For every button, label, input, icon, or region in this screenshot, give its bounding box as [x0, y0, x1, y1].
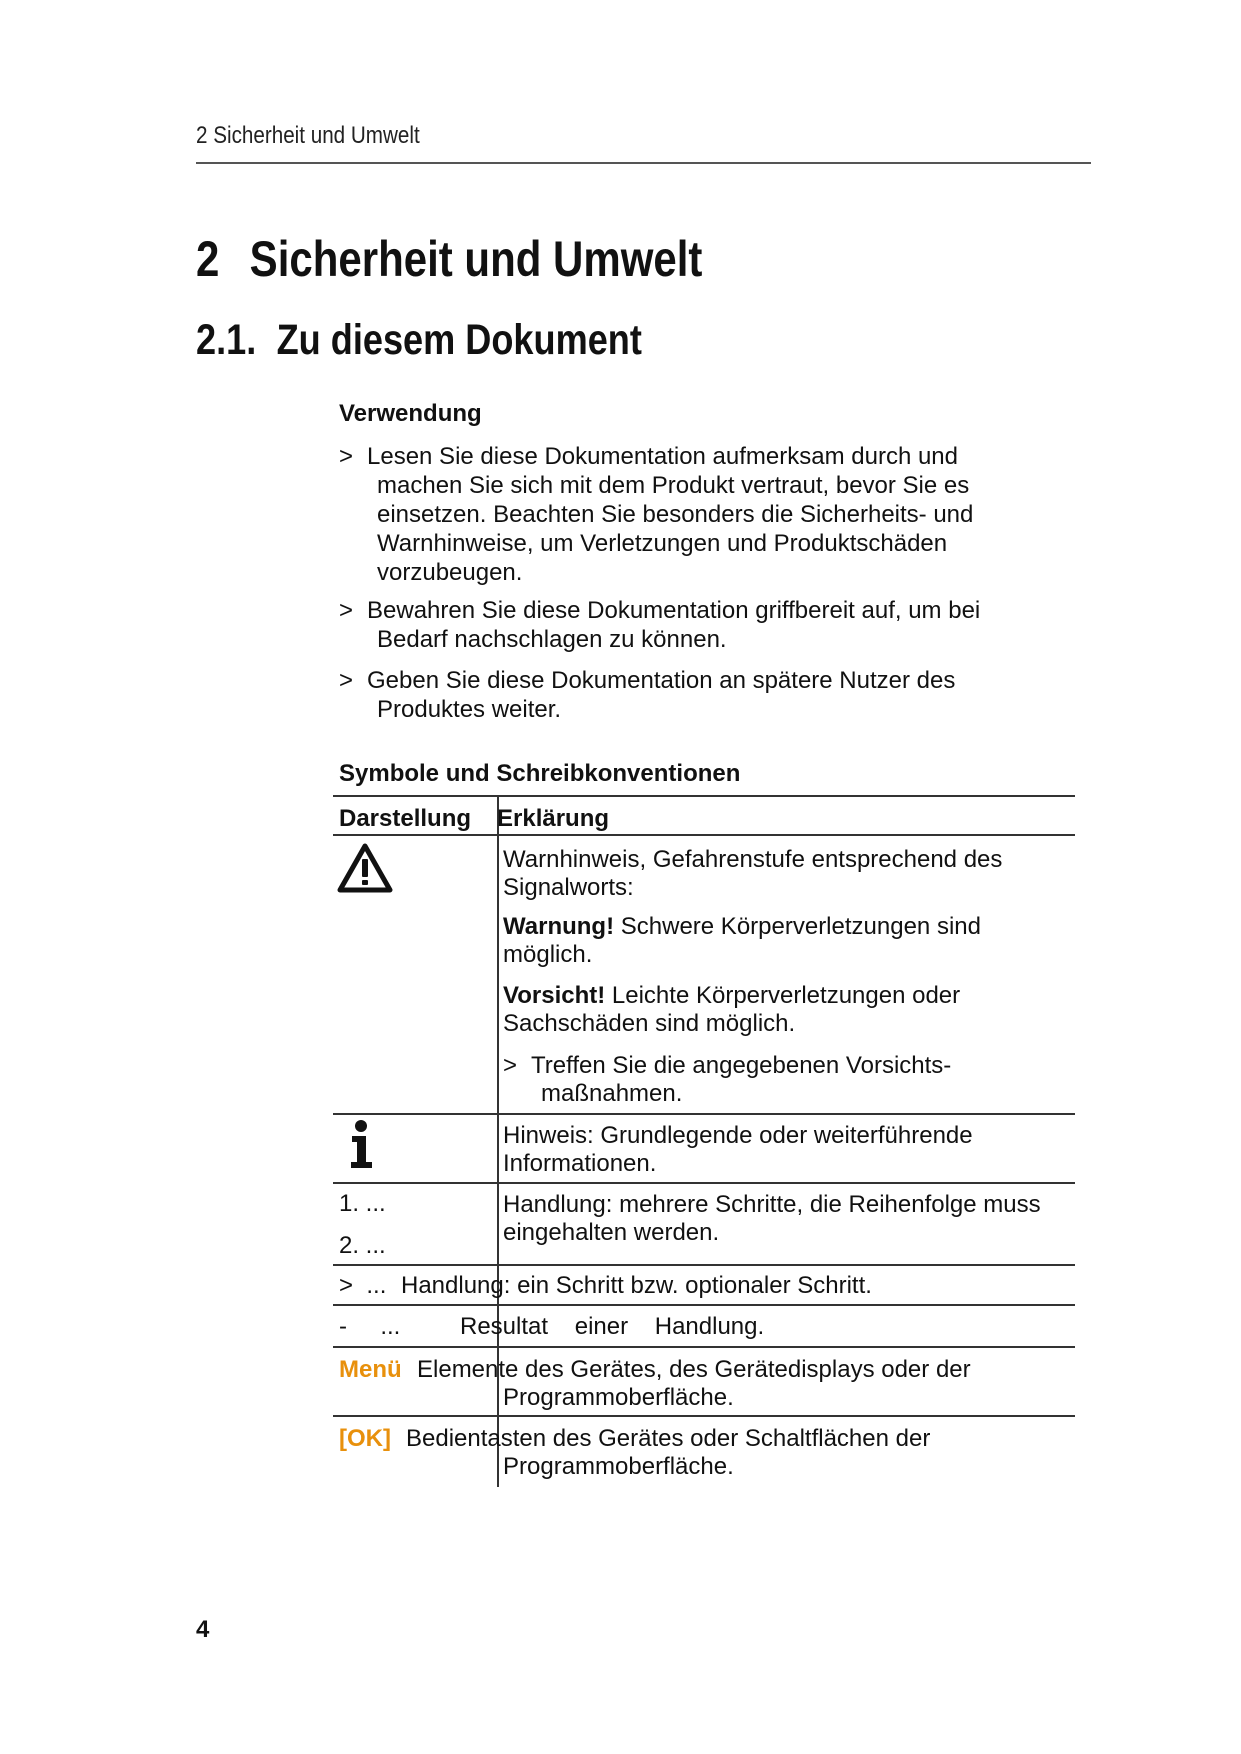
bullet-marker: >	[503, 1052, 518, 1079]
column-header-darstellung: Darstellung	[339, 805, 472, 832]
result-text: Resultat einer Handlung.	[460, 1313, 765, 1340]
column-header-erklaerung: Erklärung	[497, 805, 610, 832]
chapter-number: 2	[196, 231, 220, 287]
menu-label: Menü	[339, 1356, 402, 1383]
table-rule	[333, 1304, 1075, 1306]
ok-text	[406, 1425, 976, 1481]
table-rule	[333, 1113, 1075, 1115]
page-number: 4	[196, 1616, 210, 1643]
chapter-heading	[196, 230, 702, 288]
section-title: Zu diesem Dokument	[276, 316, 642, 364]
usage-item-text: Geben Sie diese Dokumentation an spätere Nutzer des Produktes weiter.	[367, 667, 956, 723]
single-step-text: Handlung: ein Schritt bzw. optionaler Schritt.	[401, 1272, 872, 1299]
ok-text-value: Bedientasten des Gerätes oder Schaltflächen der Programmoberfläche.	[406, 1425, 931, 1480]
usage-item	[339, 596, 1019, 654]
table-rule	[333, 1346, 1075, 1348]
symbols-heading: Symbole und Schreibkonventionen	[339, 760, 741, 787]
table-rule	[333, 1415, 1075, 1417]
warning-warnung	[503, 913, 1063, 969]
step-marker: 1. ...	[339, 1190, 386, 1217]
running-header: 2 Sicherheit und Umwelt	[196, 122, 420, 149]
info-text: Hinweis: Grundlegende oder weiterführende Informationen.	[503, 1122, 973, 1177]
single-step-marker: > ...	[339, 1272, 387, 1299]
step-marker: 2. ...	[339, 1232, 386, 1259]
result-marker: - ...	[339, 1313, 401, 1340]
warning-intro: Warnhinweis, Gefahrenstufe entsprechend des Signalworts:	[503, 846, 1003, 901]
signal-word-vorsicht: Vorsicht!	[503, 982, 606, 1009]
warning-triangle-icon	[337, 842, 393, 894]
bullet-marker: >	[339, 667, 354, 694]
bullet-marker: >	[339, 443, 354, 470]
usage-heading: Verwendung	[339, 400, 482, 427]
usage-item-text: Lesen Sie diese Dokumentation aufmerksam durch und machen Sie sich mit dem Produkt vertraut, bevor Sie es einsetzen. Beachten Sie besonders die Sicherheits- und Warnhinweise, um Verletzungen und Produktschäden vorzubeugen.	[367, 443, 974, 586]
table-rule	[333, 1264, 1075, 1266]
info-icon	[348, 1120, 376, 1170]
section-number: 2.1.	[196, 316, 257, 364]
bullet-marker: >	[339, 597, 354, 624]
signal-word-warnung: Warnung!	[503, 913, 615, 940]
section-heading	[196, 316, 642, 365]
table-rule	[333, 834, 1075, 836]
usage-item-text: Bewahren Sie diese Dokumentation griffbereit auf, um bei Bedarf nachschlagen zu können.	[367, 597, 981, 653]
menu-text	[417, 1356, 977, 1412]
ok-label: [OK]	[339, 1425, 391, 1452]
warnung-text: Schwere Körperverletzungen sind möglich.	[503, 913, 981, 968]
vorsicht-text: Leichte Körperverletzungen oder Sachschäden sind möglich.	[503, 982, 961, 1037]
chapter-title: Sicherheit und Umwelt	[249, 231, 703, 287]
usage-item	[339, 666, 1019, 724]
usage-item	[339, 442, 1019, 587]
warning-vorsicht	[503, 982, 1063, 1038]
header-rule	[196, 162, 1091, 164]
table-rule	[333, 795, 1075, 797]
steps-text: Handlung: mehrere Schritte, die Reihenfolge muss eingehalten werden.	[503, 1191, 1041, 1246]
warning-action-text: Treffen Sie die angegebenen Vorsichts-maßnahmen.	[531, 1052, 952, 1107]
table-rule	[333, 1182, 1075, 1184]
warning-action	[503, 1052, 1003, 1108]
menu-text-value: Elemente des Gerätes, des Gerätedisplays oder der Programmoberfläche.	[417, 1356, 971, 1411]
